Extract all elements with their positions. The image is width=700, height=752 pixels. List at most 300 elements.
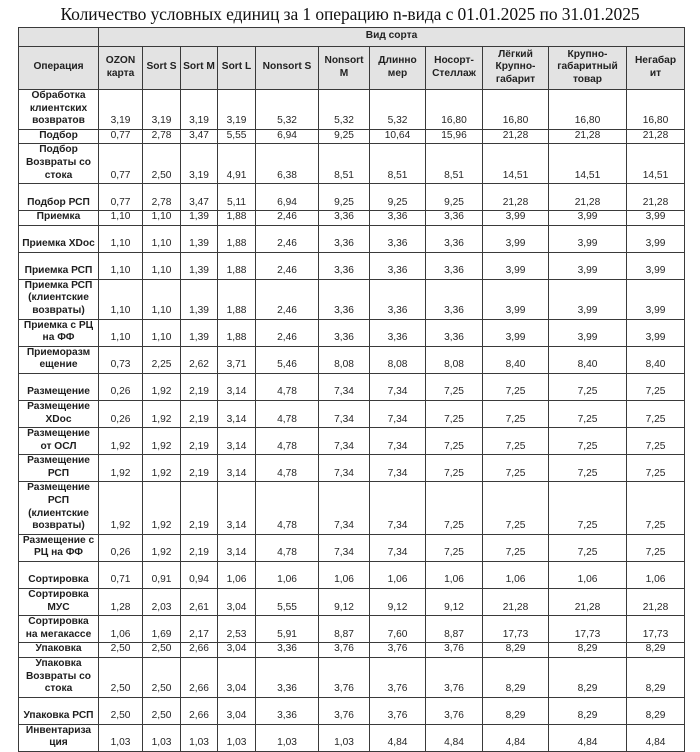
- value-cell: 1,92: [143, 534, 181, 561]
- operation-name: Приемка РСП: [19, 252, 99, 279]
- value-cell: 3,19: [181, 90, 218, 130]
- value-cell: 3,99: [549, 279, 627, 319]
- value-cell: 3,47: [181, 184, 218, 211]
- header-col: Nonsort S: [256, 47, 319, 90]
- value-cell: 0,71: [99, 562, 143, 589]
- table-row: [19, 616, 685, 643]
- value-cell: 1,03: [181, 724, 218, 751]
- value-cell: 8,51: [426, 144, 483, 184]
- value-cell: 1,10: [143, 319, 181, 346]
- value-cell: 2,46: [256, 252, 319, 279]
- value-cell: 3,76: [370, 658, 426, 698]
- value-cell: 7,34: [319, 428, 370, 455]
- value-cell: 5,55: [218, 129, 256, 144]
- value-cell: 7,25: [549, 534, 627, 561]
- value-cell: 17,73: [549, 616, 627, 643]
- value-cell: 9,25: [426, 184, 483, 211]
- value-cell: 3,36: [319, 319, 370, 346]
- value-cell: 3,99: [627, 319, 685, 346]
- value-cell: 3,99: [627, 252, 685, 279]
- value-cell: 1,10: [99, 225, 143, 252]
- value-cell: 7,25: [627, 428, 685, 455]
- value-cell: 1,10: [99, 279, 143, 319]
- value-cell: 3,36: [426, 279, 483, 319]
- value-cell: 7,25: [549, 428, 627, 455]
- value-cell: 2,19: [181, 482, 218, 534]
- value-cell: 14,51: [627, 144, 685, 184]
- value-cell: 3,99: [483, 279, 549, 319]
- value-cell: 7,25: [483, 400, 549, 427]
- value-cell: 2,50: [143, 658, 181, 698]
- header-col: Sort M: [181, 47, 218, 90]
- value-cell: 7,25: [549, 373, 627, 400]
- value-cell: 1,92: [143, 373, 181, 400]
- value-cell: 8,87: [319, 616, 370, 643]
- value-cell: 21,28: [627, 589, 685, 616]
- value-cell: 2,53: [218, 616, 256, 643]
- value-cell: 4,78: [256, 428, 319, 455]
- header-col: Носорт-Стеллаж: [426, 47, 483, 90]
- value-cell: 2,03: [143, 589, 181, 616]
- value-cell: 8,40: [549, 346, 627, 373]
- value-cell: 14,51: [549, 144, 627, 184]
- value-cell: 15,96: [426, 129, 483, 144]
- value-cell: 2,17: [181, 616, 218, 643]
- value-cell: 8,51: [319, 144, 370, 184]
- value-cell: 21,28: [627, 129, 685, 144]
- value-cell: 3,47: [181, 129, 218, 144]
- value-cell: 3,99: [483, 252, 549, 279]
- value-cell: 1,10: [99, 252, 143, 279]
- value-cell: 1,92: [99, 482, 143, 534]
- value-cell: 2,19: [181, 373, 218, 400]
- value-cell: 3,36: [370, 319, 426, 346]
- value-cell: 1,39: [181, 319, 218, 346]
- value-cell: 4,84: [370, 724, 426, 751]
- operation-name: Упаковка: [19, 643, 99, 658]
- operation-name: Размещение с РЦ на ФФ: [19, 534, 99, 561]
- value-cell: 2,50: [143, 697, 181, 724]
- value-cell: 8,29: [483, 697, 549, 724]
- table-row: [19, 724, 685, 751]
- value-cell: 3,99: [483, 319, 549, 346]
- value-cell: 0,26: [99, 373, 143, 400]
- value-cell: 7,25: [426, 373, 483, 400]
- value-cell: 3,36: [256, 697, 319, 724]
- value-cell: 2,50: [99, 643, 143, 658]
- value-cell: 1,92: [143, 455, 181, 482]
- value-cell: 3,76: [319, 697, 370, 724]
- units-table: [18, 27, 685, 752]
- value-cell: 1,06: [370, 562, 426, 589]
- header-empty-cell: [19, 28, 99, 47]
- value-cell: 21,28: [483, 589, 549, 616]
- table-body: [19, 90, 685, 752]
- value-cell: 8,29: [483, 643, 549, 658]
- value-cell: 7,25: [483, 373, 549, 400]
- value-cell: 5,11: [218, 184, 256, 211]
- value-cell: 4,84: [549, 724, 627, 751]
- value-cell: 2,46: [256, 211, 319, 226]
- header-col: Длинно мер: [370, 47, 426, 90]
- table-row: [19, 658, 685, 698]
- value-cell: 7,25: [483, 455, 549, 482]
- value-cell: 1,92: [143, 400, 181, 427]
- value-cell: 1,92: [99, 455, 143, 482]
- value-cell: 1,06: [319, 562, 370, 589]
- value-cell: 1,92: [143, 482, 181, 534]
- value-cell: 7,34: [319, 455, 370, 482]
- table-row: [19, 373, 685, 400]
- operation-name: Приеморазм ещение: [19, 346, 99, 373]
- value-cell: 3,36: [370, 225, 426, 252]
- value-cell: 9,12: [370, 589, 426, 616]
- value-cell: 3,19: [143, 90, 181, 130]
- value-cell: 3,14: [218, 455, 256, 482]
- value-cell: 1,10: [99, 319, 143, 346]
- header-operation: Операция: [19, 47, 99, 90]
- value-cell: 3,99: [483, 211, 549, 226]
- value-cell: 9,12: [319, 589, 370, 616]
- value-cell: 2,46: [256, 319, 319, 346]
- value-cell: 4,78: [256, 373, 319, 400]
- value-cell: 8,40: [627, 346, 685, 373]
- value-cell: 4,78: [256, 534, 319, 561]
- value-cell: 7,25: [627, 534, 685, 561]
- value-cell: 1,10: [143, 252, 181, 279]
- value-cell: 1,03: [256, 724, 319, 751]
- value-cell: 1,03: [319, 724, 370, 751]
- value-cell: 3,14: [218, 373, 256, 400]
- operation-name: Размещение РСП (клиентские возвраты): [19, 482, 99, 534]
- value-cell: 21,28: [549, 184, 627, 211]
- value-cell: 8,40: [483, 346, 549, 373]
- value-cell: 7,25: [549, 482, 627, 534]
- operation-name: Размещение: [19, 373, 99, 400]
- value-cell: 1,88: [218, 252, 256, 279]
- value-cell: 5,55: [256, 589, 319, 616]
- value-cell: 7,34: [370, 534, 426, 561]
- value-cell: 8,51: [370, 144, 426, 184]
- value-cell: 0,26: [99, 400, 143, 427]
- value-cell: 16,80: [426, 90, 483, 130]
- value-cell: 3,04: [218, 658, 256, 698]
- value-cell: 1,39: [181, 211, 218, 226]
- table-row: [19, 319, 685, 346]
- value-cell: 2,78: [143, 129, 181, 144]
- operation-name: Размещение от ОСЛ: [19, 428, 99, 455]
- value-cell: 5,46: [256, 346, 319, 373]
- value-cell: 7,25: [627, 455, 685, 482]
- value-cell: 0,77: [99, 144, 143, 184]
- value-cell: 7,34: [370, 400, 426, 427]
- table-row: [19, 482, 685, 534]
- value-cell: 16,80: [627, 90, 685, 130]
- header-col: Негабар ит: [627, 47, 685, 90]
- value-cell: 3,19: [181, 144, 218, 184]
- value-cell: 1,03: [218, 724, 256, 751]
- value-cell: 5,91: [256, 616, 319, 643]
- operation-name: Приемка с РЦ на ФФ: [19, 319, 99, 346]
- value-cell: 1,03: [143, 724, 181, 751]
- value-cell: 7,60: [370, 616, 426, 643]
- value-cell: 3,36: [319, 279, 370, 319]
- value-cell: 7,25: [426, 428, 483, 455]
- value-cell: 2,46: [256, 279, 319, 319]
- value-cell: 3,99: [549, 252, 627, 279]
- table-row: [19, 211, 685, 226]
- table-row: [19, 562, 685, 589]
- value-cell: 3,76: [426, 643, 483, 658]
- value-cell: 1,06: [627, 562, 685, 589]
- operation-name: Приемка РСП (клиентские возвраты): [19, 279, 99, 319]
- value-cell: 1,39: [181, 225, 218, 252]
- value-cell: 1,88: [218, 225, 256, 252]
- table-row: [19, 400, 685, 427]
- value-cell: 9,25: [319, 184, 370, 211]
- value-cell: 4,78: [256, 482, 319, 534]
- value-cell: 2,50: [143, 643, 181, 658]
- operation-name: Обработка клиентских возвратов: [19, 90, 99, 130]
- value-cell: 3,99: [549, 211, 627, 226]
- value-cell: 1,10: [143, 211, 181, 226]
- operation-name: Приемка: [19, 211, 99, 226]
- operation-name: Упаковка РСП: [19, 697, 99, 724]
- value-cell: 2,25: [143, 346, 181, 373]
- table-row: [19, 428, 685, 455]
- value-cell: 3,76: [426, 658, 483, 698]
- value-cell: 10,64: [370, 129, 426, 144]
- value-cell: 1,88: [218, 211, 256, 226]
- value-cell: 7,25: [483, 482, 549, 534]
- value-cell: 7,25: [627, 373, 685, 400]
- value-cell: 7,25: [426, 534, 483, 561]
- value-cell: 3,14: [218, 482, 256, 534]
- value-cell: 3,14: [218, 400, 256, 427]
- value-cell: 7,34: [370, 428, 426, 455]
- value-cell: 1,69: [143, 616, 181, 643]
- value-cell: 8,08: [370, 346, 426, 373]
- value-cell: 2,61: [181, 589, 218, 616]
- value-cell: 1,88: [218, 319, 256, 346]
- value-cell: 0,73: [99, 346, 143, 373]
- value-cell: 1,06: [549, 562, 627, 589]
- value-cell: 4,78: [256, 400, 319, 427]
- header-col: Nonsort M: [319, 47, 370, 90]
- value-cell: 9,12: [426, 589, 483, 616]
- value-cell: 3,76: [319, 643, 370, 658]
- value-cell: 3,36: [426, 319, 483, 346]
- value-cell: 2,66: [181, 643, 218, 658]
- value-cell: 7,34: [319, 534, 370, 561]
- value-cell: 1,06: [256, 562, 319, 589]
- header-col: OZON карта: [99, 47, 143, 90]
- value-cell: 7,34: [370, 455, 426, 482]
- value-cell: 1,39: [181, 279, 218, 319]
- value-cell: 2,46: [256, 225, 319, 252]
- value-cell: 4,91: [218, 144, 256, 184]
- value-cell: 4,84: [426, 724, 483, 751]
- operation-name: Подбор: [19, 129, 99, 144]
- header-col: Крупно-габаритный товар: [549, 47, 627, 90]
- value-cell: 3,36: [256, 658, 319, 698]
- value-cell: 2,19: [181, 428, 218, 455]
- value-cell: 2,50: [143, 144, 181, 184]
- value-cell: 8,29: [549, 658, 627, 698]
- value-cell: 3,19: [99, 90, 143, 130]
- value-cell: 3,04: [218, 697, 256, 724]
- value-cell: 0,91: [143, 562, 181, 589]
- table-row: [19, 184, 685, 211]
- value-cell: 1,06: [483, 562, 549, 589]
- value-cell: 7,25: [627, 400, 685, 427]
- value-cell: 3,19: [218, 90, 256, 130]
- operation-name: Сортировка: [19, 562, 99, 589]
- value-cell: 4,84: [627, 724, 685, 751]
- value-cell: 7,25: [426, 455, 483, 482]
- value-cell: 7,34: [319, 400, 370, 427]
- value-cell: 21,28: [627, 184, 685, 211]
- value-cell: 16,80: [483, 90, 549, 130]
- table-row: [19, 455, 685, 482]
- value-cell: 16,80: [549, 90, 627, 130]
- value-cell: 3,36: [426, 225, 483, 252]
- header-col: Лёгкий Крупно-габарит: [483, 47, 549, 90]
- value-cell: 1,10: [99, 211, 143, 226]
- operation-name: Сортировка на мегакассе: [19, 616, 99, 643]
- value-cell: 2,62: [181, 346, 218, 373]
- value-cell: 6,38: [256, 144, 319, 184]
- value-cell: 0,77: [99, 184, 143, 211]
- value-cell: 7,34: [319, 373, 370, 400]
- table-row: [19, 144, 685, 184]
- value-cell: 7,25: [549, 455, 627, 482]
- header-col: Sort L: [218, 47, 256, 90]
- value-cell: 3,99: [627, 225, 685, 252]
- value-cell: 2,50: [99, 697, 143, 724]
- value-cell: 3,36: [426, 211, 483, 226]
- value-cell: 3,36: [319, 211, 370, 226]
- table-row: [19, 346, 685, 373]
- value-cell: 3,36: [370, 279, 426, 319]
- value-cell: 3,76: [370, 697, 426, 724]
- value-cell: 14,51: [483, 144, 549, 184]
- value-cell: 2,66: [181, 658, 218, 698]
- value-cell: 1,06: [426, 562, 483, 589]
- value-cell: 8,29: [627, 643, 685, 658]
- value-cell: 3,99: [627, 211, 685, 226]
- operation-name: Сортировка МУС: [19, 589, 99, 616]
- table-row: [19, 589, 685, 616]
- value-cell: 3,76: [319, 658, 370, 698]
- value-cell: 7,25: [426, 400, 483, 427]
- value-cell: 21,28: [549, 589, 627, 616]
- value-cell: 6,94: [256, 129, 319, 144]
- value-cell: 0,94: [181, 562, 218, 589]
- value-cell: 9,25: [319, 129, 370, 144]
- value-cell: 0,77: [99, 129, 143, 144]
- value-cell: 2,19: [181, 400, 218, 427]
- table-row: [19, 225, 685, 252]
- value-cell: 1,10: [143, 225, 181, 252]
- value-cell: 8,29: [549, 643, 627, 658]
- table-row: [19, 279, 685, 319]
- table-row: [19, 129, 685, 144]
- value-cell: 7,25: [549, 400, 627, 427]
- value-cell: 8,87: [426, 616, 483, 643]
- value-cell: 3,99: [483, 225, 549, 252]
- value-cell: 3,36: [426, 252, 483, 279]
- operation-name: Подбор Возвраты со стока: [19, 144, 99, 184]
- value-cell: 7,34: [370, 373, 426, 400]
- value-cell: 21,28: [549, 129, 627, 144]
- value-cell: 7,25: [426, 482, 483, 534]
- operation-name: Размещение РСП: [19, 455, 99, 482]
- value-cell: 1,92: [99, 428, 143, 455]
- value-cell: 8,29: [483, 658, 549, 698]
- table-row: [19, 252, 685, 279]
- value-cell: 2,19: [181, 455, 218, 482]
- value-cell: 1,88: [218, 279, 256, 319]
- header-col: Sort S: [143, 47, 181, 90]
- value-cell: 2,78: [143, 184, 181, 211]
- operation-name: Подбор РСП: [19, 184, 99, 211]
- value-cell: 7,25: [483, 534, 549, 561]
- value-cell: 6,94: [256, 184, 319, 211]
- table-row: [19, 90, 685, 130]
- value-cell: 3,71: [218, 346, 256, 373]
- value-cell: 3,36: [370, 211, 426, 226]
- value-cell: 3,99: [627, 279, 685, 319]
- value-cell: 1,10: [143, 279, 181, 319]
- value-cell: 3,99: [549, 319, 627, 346]
- value-cell: 3,76: [370, 643, 426, 658]
- value-cell: 3,36: [256, 643, 319, 658]
- value-cell: 3,36: [319, 252, 370, 279]
- value-cell: 7,34: [370, 482, 426, 534]
- value-cell: 2,19: [181, 534, 218, 561]
- value-cell: 5,32: [370, 90, 426, 130]
- value-cell: 8,29: [627, 658, 685, 698]
- table-header: [19, 28, 685, 90]
- value-cell: 2,66: [181, 697, 218, 724]
- value-cell: 7,25: [483, 428, 549, 455]
- value-cell: 8,08: [319, 346, 370, 373]
- value-cell: 1,03: [99, 724, 143, 751]
- value-cell: 3,99: [549, 225, 627, 252]
- value-cell: 1,06: [99, 616, 143, 643]
- value-cell: 3,76: [426, 697, 483, 724]
- value-cell: 3,14: [218, 534, 256, 561]
- value-cell: 21,28: [483, 129, 549, 144]
- operation-name: Размещение XDoc: [19, 400, 99, 427]
- table-row: [19, 643, 685, 658]
- value-cell: 1,39: [181, 252, 218, 279]
- value-cell: 3,04: [218, 643, 256, 658]
- group-header-sort-type: Вид сорта: [99, 28, 685, 47]
- value-cell: 3,36: [319, 225, 370, 252]
- value-cell: 9,25: [370, 184, 426, 211]
- value-cell: 1,06: [218, 562, 256, 589]
- table-row: [19, 534, 685, 561]
- operation-name: Приемка XDoc: [19, 225, 99, 252]
- value-cell: 1,28: [99, 589, 143, 616]
- document-title: Количество условных единиц за 1 операцию n-вида с 01.01.2025 по 31.01.2025: [60, 4, 640, 24]
- value-cell: 3,04: [218, 589, 256, 616]
- value-cell: 8,29: [549, 697, 627, 724]
- value-cell: 21,28: [483, 184, 549, 211]
- value-cell: 3,14: [218, 428, 256, 455]
